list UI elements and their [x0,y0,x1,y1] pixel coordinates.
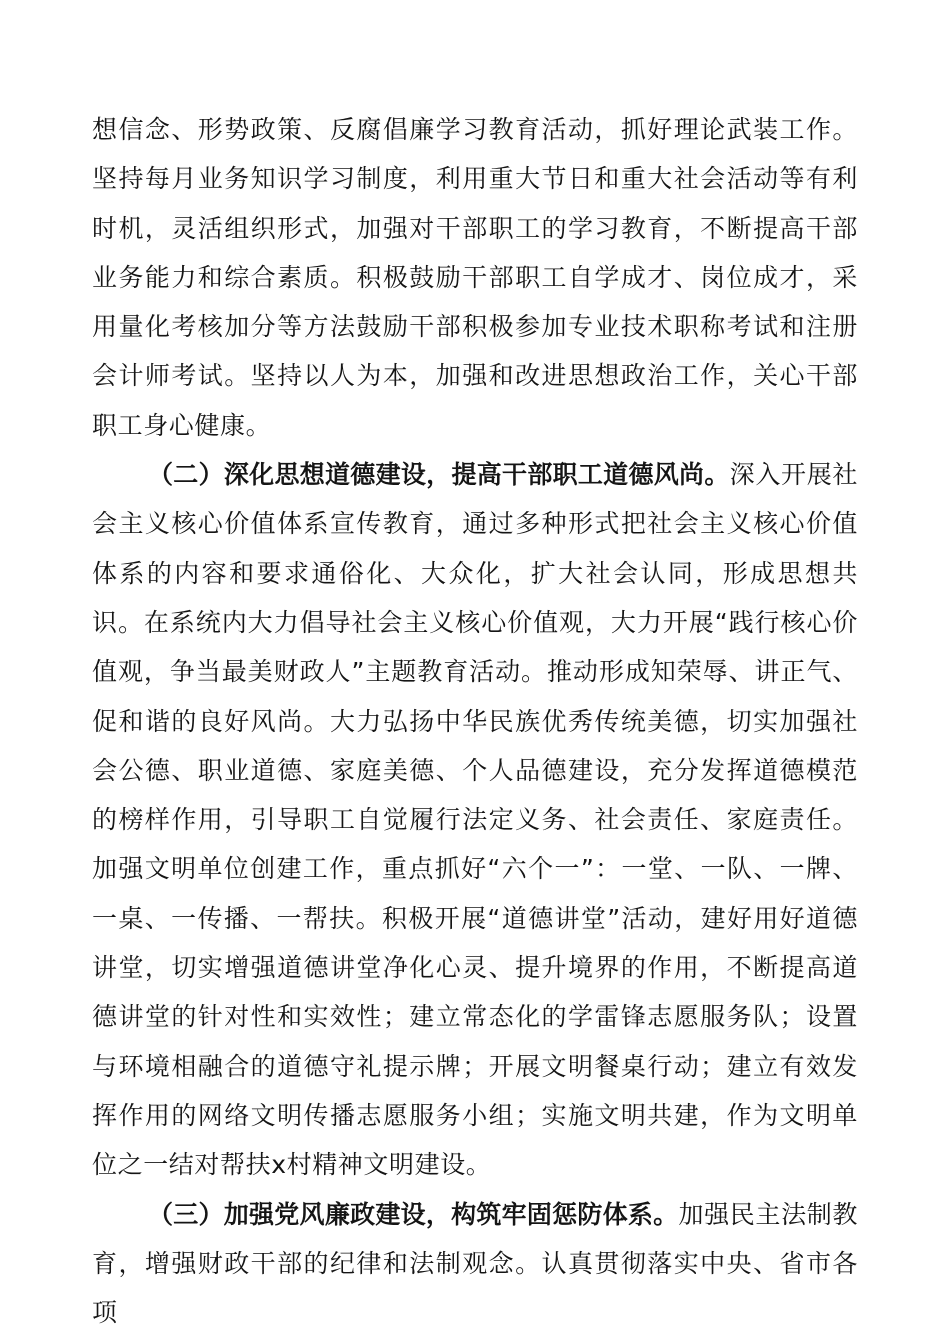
section-heading-3: （三）加强党风廉政建设，构筑牢固惩防体系。 [148,1199,679,1229]
paragraph-2 [92,450,858,1189]
section-heading-2: （二）深化思想道德建设，提高干部职工道德风尚。 [148,460,730,490]
paragraph-2-text: 深入开展社会主义核心价值体系宣传教育，通过多种形式把社会主义核心价值体系的内容和要求通俗化、大众化，扩大社会认同，形成思想共识。在系统内大力倡导社会主义核心价值观，大力开展“践行核心价值观，争当最美财政人”主题教育活动。推动形成知荣辱、讲正气、促和谐的良好风尚。大力弘扬中华民族优秀传统美德，切实加强社会公德、职业道德、家庭美德、个人品德建设，充分发挥道德模范的榜样作用，引导职工自觉履行法定义务、社会责任、家庭责任。加强文明单位创建工作，重点抓好“六个一”：一堂、一队、一牌、一桌、一传播、一帮扶。积极开展“道德讲堂”活动，建好用好道德讲堂，切实增强道德讲堂净化心灵、提升境界的作用，不断提高道德讲堂的针对性和实效性；建立常态化的学雷锋志愿服务队；设置与环境相融合的道德守礼提示牌；开展文明餐桌行动；建立有效发挥作用的网络文明传播志愿服务小组；实施文明共建，作为文明单位之一结对帮扶x村精神文明建设。 [92,460,858,1180]
paragraph-1 [92,105,858,450]
paragraph-1-text: 想信念、形势政策、反腐倡廉学习教育活动，抓好理论武装工作。坚持每月业务知识学习制度，利用重大节日和重大社会活动等有利时机，灵活组织形式，加强对干部职工的学习教育，不断提高干部业务能力和综合素质。积极鼓励干部职工自学成才、岗位成才，采用量化考核加分等方法鼓励干部积极参加专业技术职称考试和注册会计师考试。坚持以人为本，加强和改进思想政治工作，关心干部职工身心健康。 [92,115,858,440]
paragraph-3 [92,1190,858,1338]
paragraph-3-text: 加强民主法制教育，增强财政干部的纪律和法制观念。认真贯彻落实中央、省市各项 [92,1199,859,1328]
